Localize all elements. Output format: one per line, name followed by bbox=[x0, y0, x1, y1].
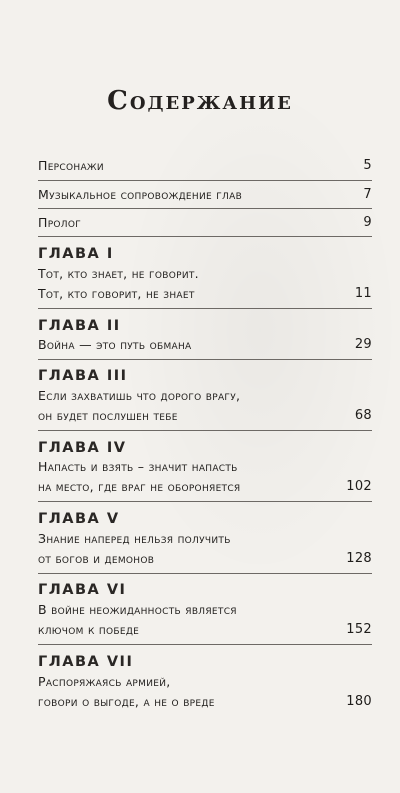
chapter-line-6b[interactable] bbox=[38, 620, 372, 640]
divider bbox=[38, 208, 372, 209]
toc-entry-prologue[interactable] bbox=[38, 213, 372, 233]
divider bbox=[38, 308, 372, 309]
chapter-heading-5: ГЛАВА V bbox=[38, 511, 120, 527]
chapter-page: 11 bbox=[354, 286, 372, 301]
chapter-line-5a[interactable] bbox=[38, 529, 372, 549]
chapter-line-4a[interactable] bbox=[38, 457, 372, 477]
chapter-title-line: Тот, кто говорит, не знает bbox=[38, 286, 195, 301]
page-title: Содержание bbox=[107, 86, 293, 116]
divider bbox=[38, 644, 372, 645]
toc-entry-page: 9 bbox=[363, 215, 372, 230]
chapter-line-1a[interactable] bbox=[38, 264, 372, 284]
chapter-page: 180 bbox=[346, 694, 372, 709]
chapter-title-line: Распоряжаясь армией, bbox=[38, 674, 171, 689]
chapter-heading-2: ГЛАВА II bbox=[38, 318, 121, 334]
toc-entry-label: Персонажи bbox=[38, 158, 104, 173]
chapter-title-line: Тот, кто знает, не говорит. bbox=[38, 266, 199, 281]
chapter-title-line: В войне неожиданность является bbox=[38, 602, 237, 617]
toc-entry-page: 7 bbox=[363, 187, 372, 202]
chapter-title-line: Знание наперед нельзя получить bbox=[38, 531, 231, 546]
chapter-heading-4: ГЛАВА IV bbox=[38, 440, 127, 456]
divider bbox=[38, 501, 372, 502]
chapter-title-line: на место, где враг не обороняется bbox=[38, 479, 241, 494]
chapter-line-3a[interactable] bbox=[38, 386, 372, 406]
chapter-heading-6: ГЛАВА VI bbox=[38, 582, 127, 598]
chapter-page: 128 bbox=[346, 551, 372, 566]
chapter-page: 29 bbox=[354, 337, 372, 352]
chapter-page: 68 bbox=[354, 408, 372, 423]
chapter-title-line: ключом к победе bbox=[38, 622, 140, 637]
chapter-line-1b[interactable] bbox=[38, 284, 372, 304]
toc-entry-label: Пролог bbox=[38, 215, 82, 230]
chapter-line-6a[interactable] bbox=[38, 600, 372, 620]
chapter-heading-3: ГЛАВА III bbox=[38, 368, 128, 384]
chapter-title-line: Если захватишь что дорого врагу, bbox=[38, 388, 241, 403]
chapter-title-line: Напасть и взять – значит напасть bbox=[38, 459, 238, 474]
chapter-title-line: он будет послушен тебе bbox=[38, 408, 178, 423]
divider bbox=[38, 430, 372, 431]
chapter-title-line: Война — это путь обмана bbox=[38, 337, 192, 352]
chapter-title-line: от богов и демонов bbox=[38, 551, 155, 566]
chapter-line-5b[interactable] bbox=[38, 549, 372, 569]
toc-entry-characters[interactable] bbox=[38, 156, 372, 176]
divider bbox=[38, 573, 372, 574]
chapter-heading-7: ГЛАВА VII bbox=[38, 654, 134, 670]
divider bbox=[38, 180, 372, 181]
chapter-line-2a[interactable] bbox=[38, 335, 372, 355]
divider bbox=[38, 236, 372, 237]
toc-entry-label: Музыкальное сопровождение глав bbox=[38, 187, 243, 202]
toc-entry-page: 5 bbox=[363, 158, 372, 173]
chapter-line-4b[interactable] bbox=[38, 477, 372, 497]
chapter-page: 152 bbox=[346, 622, 372, 637]
toc-entry-music[interactable] bbox=[38, 185, 372, 205]
divider bbox=[38, 359, 372, 360]
chapter-line-7b[interactable] bbox=[38, 692, 372, 712]
chapter-page: 102 bbox=[346, 479, 372, 494]
chapter-heading-1: ГЛАВА I bbox=[38, 246, 114, 262]
chapter-title-line: говори о выгоде, а не о вреде bbox=[38, 694, 215, 709]
chapter-line-3b[interactable] bbox=[38, 406, 372, 426]
chapter-line-7a[interactable] bbox=[38, 672, 372, 692]
